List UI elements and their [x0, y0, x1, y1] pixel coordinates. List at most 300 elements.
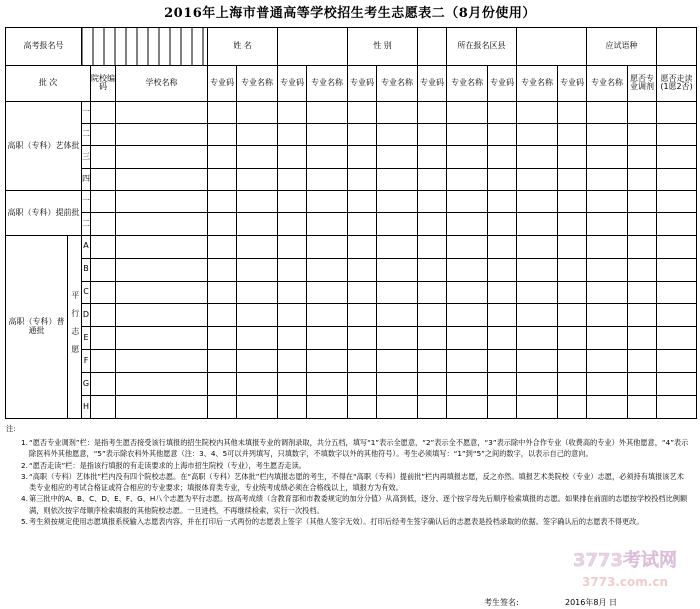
- major-name-cell[interactable]: [517, 304, 558, 327]
- major-name-cell[interactable]: [377, 168, 418, 190]
- major-code-header-2: 专业码: [278, 66, 307, 101]
- major-name-cell[interactable]: [517, 258, 558, 281]
- major-code-cell[interactable]: [278, 168, 307, 190]
- major-code-cell[interactable]: [418, 396, 447, 419]
- note-number: 5.: [21, 517, 28, 527]
- normal-batch-row: [6, 281, 697, 304]
- major-name-header-6: 专业名称: [587, 66, 628, 101]
- major-name-cell[interactable]: [587, 213, 628, 235]
- major-code-cell[interactable]: [278, 396, 307, 419]
- adjust-cell[interactable]: [628, 258, 657, 281]
- major-name-cell[interactable]: [587, 123, 628, 145]
- major-name-header-4: 专业名称: [447, 66, 488, 101]
- major-name-cell[interactable]: [587, 304, 628, 327]
- major-name-cell[interactable]: [377, 350, 418, 373]
- exam-number-label: 高考报名号: [6, 28, 82, 66]
- normal-batch-row: [6, 373, 697, 396]
- school-code-cell[interactable]: [91, 327, 116, 350]
- major-code-cell[interactable]: [488, 281, 517, 304]
- major-name-cell[interactable]: [237, 190, 278, 212]
- major-code-cell[interactable]: [418, 304, 447, 327]
- school-name-cell[interactable]: [116, 373, 208, 396]
- school-code-cell[interactable]: [91, 281, 116, 304]
- major-code-cell[interactable]: [488, 373, 517, 396]
- go-other-cell[interactable]: [657, 373, 697, 396]
- major-name-cell[interactable]: [377, 327, 418, 350]
- major-name-cell[interactable]: [517, 373, 558, 396]
- row-index: 三: [82, 146, 91, 168]
- note-number: 3.: [21, 471, 28, 481]
- major-name-header-3: 专业名称: [377, 66, 418, 101]
- major-name-cell[interactable]: [237, 350, 278, 373]
- major-name-cell[interactable]: [517, 190, 558, 212]
- signature-label: 考生签名:: [484, 598, 519, 607]
- adjust-cell[interactable]: [628, 327, 657, 350]
- major-code-cell[interactable]: [488, 168, 517, 190]
- note-number: 4.: [21, 494, 28, 504]
- major-code-cell[interactable]: [488, 396, 517, 419]
- major-name-cell[interactable]: [307, 235, 348, 258]
- early-batch-row: [6, 190, 697, 212]
- major-name-cell[interactable]: [377, 101, 418, 123]
- major-code-cell[interactable]: [278, 327, 307, 350]
- school-name-cell[interactable]: [116, 327, 208, 350]
- art-batch-row: [6, 146, 697, 168]
- major-name-cell[interactable]: [447, 258, 488, 281]
- major-code-cell[interactable]: [208, 190, 237, 212]
- major-code-cell[interactable]: [418, 373, 447, 396]
- row-index: C: [82, 281, 91, 304]
- school-name-cell[interactable]: [116, 146, 208, 168]
- major-code-cell[interactable]: [558, 123, 587, 145]
- go-other-cell[interactable]: [657, 396, 697, 419]
- major-code-cell[interactable]: [488, 213, 517, 235]
- major-code-cell[interactable]: [208, 146, 237, 168]
- major-name-cell[interactable]: [587, 101, 628, 123]
- school-code-cell[interactable]: [91, 373, 116, 396]
- major-code-cell[interactable]: [418, 235, 447, 258]
- major-code-cell[interactable]: [418, 123, 447, 145]
- early-batch-row: [6, 213, 697, 235]
- major-code-cell[interactable]: [348, 123, 377, 145]
- note-item: [21, 516, 689, 527]
- major-code-cell[interactable]: [348, 350, 377, 373]
- go-other-cell[interactable]: [657, 281, 697, 304]
- adjust-cell[interactable]: [628, 350, 657, 373]
- major-name-cell[interactable]: [237, 304, 278, 327]
- note-number: 2.: [21, 460, 28, 470]
- major-name-cell[interactable]: [237, 146, 278, 168]
- major-code-cell[interactable]: [348, 373, 377, 396]
- major-code-cell[interactable]: [208, 168, 237, 190]
- note-text: “高职（专科）艺体批”栏内没有四个院校志愿。在“高职（专科）艺体批”栏内填报志愿的考生，不得在“高职（专科）提前批”栏内再填报志愿，反之亦然。填报艺术类院校（专业）志愿，必须持有填报该艺术类专业相应的考试合格证或符合相应的专业要求；填报体育类专业，专业统考成绩必须在合格线以上，填报方为有效。: [29, 471, 684, 493]
- gender-field[interactable]: [418, 28, 447, 66]
- note-text: “愿否走读”栏：是指该行填报的有走读要求的上海市招生院校（专业），考生愿否走读。: [29, 460, 306, 470]
- major-name-header-1: 专业名称: [237, 66, 278, 101]
- school-code-header: 院校编码: [91, 66, 116, 101]
- adjust-cell[interactable]: [628, 101, 657, 123]
- go-other-cell[interactable]: [657, 190, 697, 212]
- early-batch-section: [6, 190, 697, 235]
- major-name-cell[interactable]: [307, 258, 348, 281]
- major-name-cell[interactable]: [307, 350, 348, 373]
- major-code-cell[interactable]: [348, 190, 377, 212]
- major-name-cell[interactable]: [307, 304, 348, 327]
- early-batch-label: 高职（专科）提前批: [6, 190, 82, 235]
- major-name-cell[interactable]: [587, 373, 628, 396]
- major-code-cell[interactable]: [278, 304, 307, 327]
- major-code-header-3: 专业码: [348, 66, 377, 101]
- adjust-cell[interactable]: [628, 123, 657, 145]
- major-code-header-4: 专业码: [418, 66, 447, 101]
- major-name-cell[interactable]: [587, 396, 628, 419]
- major-code-cell[interactable]: [488, 123, 517, 145]
- major-code-cell[interactable]: [278, 146, 307, 168]
- row-index: E: [82, 327, 91, 350]
- major-name-cell[interactable]: [237, 281, 278, 304]
- major-code-cell[interactable]: [418, 258, 447, 281]
- major-code-cell[interactable]: [278, 190, 307, 212]
- major-name-cell[interactable]: [307, 213, 348, 235]
- major-name-cell[interactable]: [377, 146, 418, 168]
- signature-date: 2016年8月 日: [565, 598, 617, 607]
- major-name-cell[interactable]: [587, 350, 628, 373]
- major-name-cell[interactable]: [237, 213, 278, 235]
- normal-batch-row: [6, 304, 697, 327]
- major-name-cell[interactable]: [447, 168, 488, 190]
- major-code-cell[interactable]: [418, 168, 447, 190]
- major-code-cell[interactable]: [558, 235, 587, 258]
- school-code-cell[interactable]: [91, 101, 116, 123]
- major-code-cell[interactable]: [278, 350, 307, 373]
- major-code-cell[interactable]: [348, 146, 377, 168]
- school-code-cell[interactable]: [91, 304, 116, 327]
- major-code-cell[interactable]: [418, 281, 447, 304]
- major-code-cell[interactable]: [208, 213, 237, 235]
- row-index: B: [82, 258, 91, 281]
- major-code-cell[interactable]: [488, 146, 517, 168]
- major-code-cell[interactable]: [278, 281, 307, 304]
- school-code-cell[interactable]: [91, 123, 116, 145]
- major-name-cell[interactable]: [447, 190, 488, 212]
- major-code-cell[interactable]: [558, 350, 587, 373]
- major-name-cell[interactable]: [447, 123, 488, 145]
- major-code-cell[interactable]: [348, 213, 377, 235]
- major-name-cell[interactable]: [237, 123, 278, 145]
- go-other-cell[interactable]: [657, 327, 697, 350]
- note-item: [21, 437, 689, 460]
- major-code-cell[interactable]: [208, 258, 237, 281]
- major-name-cell[interactable]: [447, 213, 488, 235]
- school-code-cell[interactable]: [91, 168, 116, 190]
- major-code-cell[interactable]: [418, 213, 447, 235]
- major-code-cell[interactable]: [558, 168, 587, 190]
- adjust-cell[interactable]: [628, 190, 657, 212]
- major-name-cell[interactable]: [307, 190, 348, 212]
- major-name-cell[interactable]: [307, 168, 348, 190]
- school-name-cell[interactable]: [116, 123, 208, 145]
- major-code-cell[interactable]: [558, 213, 587, 235]
- major-code-cell[interactable]: [418, 146, 447, 168]
- district-field[interactable]: [517, 28, 587, 66]
- go-other-cell[interactable]: [657, 235, 697, 258]
- major-name-cell[interactable]: [237, 373, 278, 396]
- major-code-cell[interactable]: [558, 327, 587, 350]
- major-name-cell[interactable]: [517, 327, 558, 350]
- major-code-cell[interactable]: [488, 327, 517, 350]
- major-code-cell[interactable]: [348, 258, 377, 281]
- adjust-cell[interactable]: [628, 213, 657, 235]
- row-index: 二: [82, 213, 91, 235]
- row-index: 四: [82, 168, 91, 190]
- major-code-cell[interactable]: [208, 350, 237, 373]
- major-name-cell[interactable]: [517, 146, 558, 168]
- major-name-cell[interactable]: [307, 123, 348, 145]
- major-name-cell[interactable]: [587, 258, 628, 281]
- major-code-cell[interactable]: [208, 327, 237, 350]
- major-name-cell[interactable]: [447, 327, 488, 350]
- major-code-cell[interactable]: [558, 396, 587, 419]
- major-code-cell[interactable]: [558, 258, 587, 281]
- normal-batch-row: [6, 235, 697, 258]
- batch-header: 批 次: [6, 66, 91, 101]
- major-code-cell[interactable]: [348, 396, 377, 419]
- major-name-cell[interactable]: [307, 373, 348, 396]
- major-name-cell[interactable]: [517, 101, 558, 123]
- go-other-cell[interactable]: [657, 304, 697, 327]
- exam-number-field[interactable]: [82, 28, 208, 66]
- major-name-header-5: 专业名称: [517, 66, 558, 101]
- go-other-cell[interactable]: [657, 101, 697, 123]
- normal-batch-label: 高职（专科）普通批: [6, 235, 68, 418]
- major-name-cell[interactable]: [377, 190, 418, 212]
- major-name-cell[interactable]: [307, 327, 348, 350]
- major-code-cell[interactable]: [348, 281, 377, 304]
- normal-batch-section: [6, 235, 697, 418]
- major-name-cell[interactable]: [377, 281, 418, 304]
- major-name-cell[interactable]: [377, 373, 418, 396]
- major-code-cell[interactable]: [418, 327, 447, 350]
- go-other-header: 愿否走读(1愿2否): [657, 66, 697, 101]
- major-code-cell[interactable]: [348, 327, 377, 350]
- major-code-cell[interactable]: [208, 101, 237, 123]
- major-name-cell[interactable]: [587, 281, 628, 304]
- go-other-cell[interactable]: [657, 146, 697, 168]
- major-code-header-6: 专业码: [558, 66, 587, 101]
- major-code-cell[interactable]: [278, 373, 307, 396]
- adjust-cell[interactable]: [628, 146, 657, 168]
- major-code-cell[interactable]: [488, 235, 517, 258]
- school-code-cell[interactable]: [91, 235, 116, 258]
- major-code-cell[interactable]: [418, 350, 447, 373]
- major-name-cell[interactable]: [237, 101, 278, 123]
- major-code-cell[interactable]: [278, 101, 307, 123]
- major-name-cell[interactable]: [307, 281, 348, 304]
- major-code-cell[interactable]: [488, 304, 517, 327]
- major-name-cell[interactable]: [517, 350, 558, 373]
- major-code-cell[interactable]: [488, 101, 517, 123]
- major-name-cell[interactable]: [377, 123, 418, 145]
- major-name-cell[interactable]: [447, 350, 488, 373]
- adjust-cell[interactable]: [628, 373, 657, 396]
- major-name-cell[interactable]: [377, 258, 418, 281]
- note-item: [21, 493, 689, 516]
- major-name-cell[interactable]: [447, 235, 488, 258]
- school-name-cell[interactable]: [116, 258, 208, 281]
- major-code-cell[interactable]: [208, 373, 237, 396]
- major-code-cell[interactable]: [208, 304, 237, 327]
- major-code-cell[interactable]: [348, 304, 377, 327]
- row-index: H: [82, 396, 91, 419]
- school-name-cell[interactable]: [116, 168, 208, 190]
- major-code-cell[interactable]: [348, 168, 377, 190]
- major-code-cell[interactable]: [208, 396, 237, 419]
- go-other-cell[interactable]: [657, 213, 697, 235]
- go-other-cell[interactable]: [657, 350, 697, 373]
- language-field[interactable]: [657, 28, 697, 66]
- major-name-cell[interactable]: [517, 123, 558, 145]
- school-name-cell[interactable]: [116, 213, 208, 235]
- row-index: G: [82, 373, 91, 396]
- major-name-cell[interactable]: [517, 235, 558, 258]
- school-name-cell[interactable]: [116, 235, 208, 258]
- school-code-cell[interactable]: [91, 258, 116, 281]
- major-name-cell[interactable]: [237, 258, 278, 281]
- major-code-cell[interactable]: [488, 258, 517, 281]
- note-text: “愿否专业调剂”栏：是指考生愿否接受该行填报的招生院校内其他未填报专业的调剂录取，共分五档，填写“1”表示全愿意，“2”表示全不愿意，“3”表示除中外合作专业（收费高的专业）外其他愿意，“4”表示除医科外其他愿意，“5”表示除农科外其他愿意（注：3、4、5可以并列填写，只填数字，不填数字以外的其他符号）。考生必须填写：“1”到“5”之间的数字，以表示自己的意向。: [29, 438, 689, 459]
- major-code-cell[interactable]: [278, 213, 307, 235]
- major-code-cell[interactable]: [418, 101, 447, 123]
- art-batch-row: [6, 101, 697, 123]
- major-name-cell[interactable]: [307, 101, 348, 123]
- major-name-cell[interactable]: [447, 146, 488, 168]
- adjust-cell[interactable]: [628, 235, 657, 258]
- major-code-cell[interactable]: [208, 235, 237, 258]
- normal-batch-row: [6, 350, 697, 373]
- district-label: 所在报名区县: [447, 28, 517, 66]
- site-watermark-logo: [560, 538, 690, 598]
- major-code-cell[interactable]: [488, 350, 517, 373]
- adjust-cell[interactable]: [628, 396, 657, 419]
- major-name-cell[interactable]: [587, 235, 628, 258]
- art-batch-section: [6, 101, 697, 190]
- major-code-cell[interactable]: [348, 235, 377, 258]
- school-name-cell[interactable]: [116, 396, 208, 419]
- major-code-cell[interactable]: [488, 190, 517, 212]
- major-name-cell[interactable]: [377, 396, 418, 419]
- major-code-header-1: 专业码: [208, 66, 237, 101]
- major-name-cell[interactable]: [307, 396, 348, 419]
- name-field[interactable]: [278, 28, 348, 66]
- school-code-cell[interactable]: [91, 396, 116, 419]
- major-name-cell[interactable]: [447, 281, 488, 304]
- major-code-cell[interactable]: [278, 235, 307, 258]
- major-name-cell[interactable]: [237, 396, 278, 419]
- major-code-cell[interactable]: [558, 190, 587, 212]
- svg-text:3773.com.cn: 3773.com.cn: [581, 575, 669, 589]
- major-name-cell[interactable]: [447, 396, 488, 419]
- major-name-cell[interactable]: [587, 327, 628, 350]
- school-name-cell[interactable]: [116, 190, 208, 212]
- art-batch-label: 高职（专科）艺体批: [6, 101, 82, 190]
- note-item: [21, 471, 689, 494]
- school-name-cell[interactable]: [116, 281, 208, 304]
- major-name-cell[interactable]: [517, 396, 558, 419]
- go-other-cell[interactable]: [657, 123, 697, 145]
- major-code-cell[interactable]: [208, 123, 237, 145]
- major-name-cell[interactable]: [237, 168, 278, 190]
- major-name-cell[interactable]: [517, 168, 558, 190]
- major-code-cell[interactable]: [558, 373, 587, 396]
- row-index: F: [82, 350, 91, 373]
- volunteer-form-table: [5, 27, 697, 419]
- major-name-cell[interactable]: [377, 213, 418, 235]
- major-code-cell[interactable]: [208, 281, 237, 304]
- major-name-cell[interactable]: [237, 235, 278, 258]
- school-code-cell[interactable]: [91, 213, 116, 235]
- go-other-cell[interactable]: [657, 258, 697, 281]
- note-item: [21, 460, 689, 471]
- major-code-cell[interactable]: [558, 101, 587, 123]
- school-name-cell[interactable]: [116, 350, 208, 373]
- school-code-cell[interactable]: [91, 146, 116, 168]
- major-code-cell[interactable]: [418, 190, 447, 212]
- normal-batch-row: [6, 258, 697, 281]
- major-name-cell[interactable]: [447, 304, 488, 327]
- adjust-cell[interactable]: [628, 304, 657, 327]
- major-code-cell[interactable]: [348, 101, 377, 123]
- row-index: 二: [82, 123, 91, 145]
- major-code-cell[interactable]: [278, 123, 307, 145]
- note-number: 1.: [21, 438, 28, 447]
- major-code-cell[interactable]: [278, 258, 307, 281]
- major-code-cell[interactable]: [558, 146, 587, 168]
- major-name-cell[interactable]: [307, 146, 348, 168]
- normal-batch-row: [6, 327, 697, 350]
- major-name-cell[interactable]: [377, 304, 418, 327]
- major-name-cell[interactable]: [517, 281, 558, 304]
- notes-list: [21, 437, 689, 527]
- major-name-cell[interactable]: [587, 146, 628, 168]
- adjust-header: 愿否专业调剂: [628, 66, 657, 101]
- school-name-header: 学校名称: [116, 66, 208, 101]
- gender-label: 性 别: [348, 28, 418, 66]
- school-code-cell[interactable]: [91, 190, 116, 212]
- adjust-cell[interactable]: [628, 168, 657, 190]
- major-name-cell[interactable]: [587, 168, 628, 190]
- form-title: 2016年上海市普通高等学校招生考生志愿表二（8月份使用）: [164, 6, 536, 21]
- major-code-cell[interactable]: [558, 281, 587, 304]
- svg-text:3773考试网: 3773考试网: [572, 550, 678, 571]
- row-index: D: [82, 304, 91, 327]
- row-index: 一: [82, 101, 91, 123]
- major-name-header-2: 专业名称: [307, 66, 348, 101]
- major-name-cell[interactable]: [377, 235, 418, 258]
- school-name-cell[interactable]: [116, 101, 208, 123]
- adjust-cell[interactable]: [628, 281, 657, 304]
- major-name-cell[interactable]: [517, 213, 558, 235]
- major-name-cell[interactable]: [237, 327, 278, 350]
- major-name-cell[interactable]: [447, 101, 488, 123]
- school-code-cell[interactable]: [91, 350, 116, 373]
- note-text: 考生须按规定使用志愿填报系统输入志愿表内容，并在打印后一式两份的志愿表上签字（其他人签字无效）。打印后经考生签字确认后的志愿表是投档录取的依据。签字确认后的志愿表不得更改。: [29, 517, 644, 527]
- go-other-cell[interactable]: [657, 168, 697, 190]
- major-name-cell[interactable]: [587, 190, 628, 212]
- school-name-cell[interactable]: [116, 304, 208, 327]
- major-code-cell[interactable]: [558, 304, 587, 327]
- major-name-cell[interactable]: [447, 373, 488, 396]
- art-batch-row: [6, 168, 697, 190]
